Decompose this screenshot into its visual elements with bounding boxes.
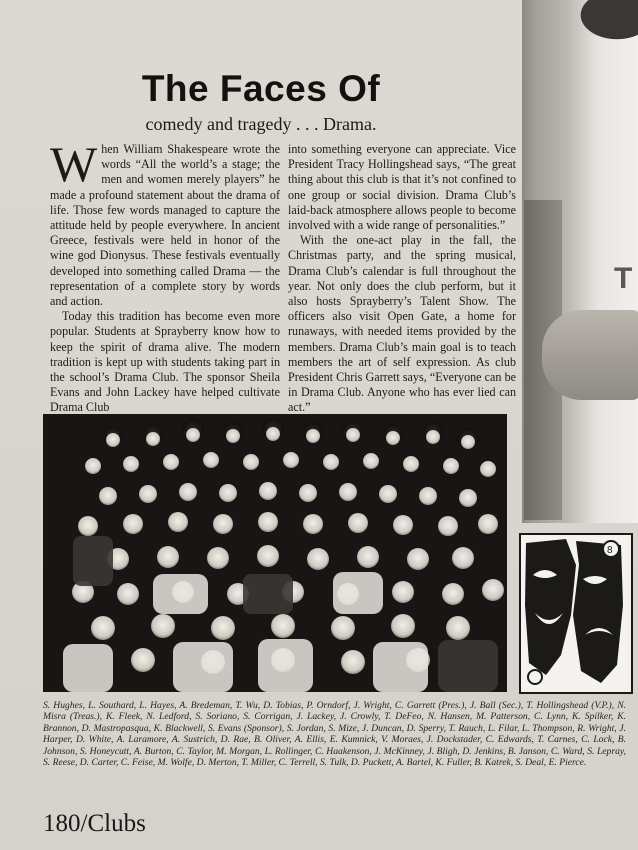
cropped-photo-right	[522, 0, 638, 523]
article-paragraph-1-text: hen William Shakespeare wrote the words “All the world’s a stage; the men and women merely players” he made a profound statement about the drama of life. Those few words managed to capture the attitude held by people everywhere. In ancient Greece, festivals were held in honor of the wine god Dionysus. These festivals eventually developed into something called Drama — the representation of a complete story by words and action.	[50, 142, 280, 309]
article-paragraph-4: With the one-act play in the fall, the Christmas party, and the spring musical, Drama Club’s calendar is full throughout the year. Not only does the club perform, but it also hosts Sprayberry’s Talent Show. The officers also visit Open Gate, a home for runaways, with needed items provided by the members. Drama Club’s main goal is to teach members the art of self expression. As club President Chris Garrett says, “Everyone can be in Drama Club. Anyone who has ever lied can act.”	[288, 233, 516, 415]
photo-shirt-letter: T	[614, 262, 633, 295]
photo-caption: S. Hughes, L. Southard, L. Hayes, A. Bredeman, T. Wu, D. Tobias, P. Orndorf, J. Wright, C. Garrett (Pres.), J. Ball (Sec.), T. Hollingshead (V.P.), N. Misra (Treas.), K. Fleek, N. Ledford, S. Soriano, S. Corrigan, J. Lackey, J. Crowly, T. DeFeo, N. Hansen, M. Patterson, C. Lynn, K. Spilker, K. Brannon, D. Mastropasqua, K. Blackwell, S. Evans (Sponsor), S. Jordan, S. Mize, J. Duncan, D. Sperry, T. Rauch, L. Filar, L. Thompson, R. Wright, J. Harper, D. White, A. Laramore, A. Sustrich, D. Rae, B. Oliver, A. Ellis, E. Kumnick, V. Moraes, J. Dockstader, C. Edwards, T. Carnes, C. Lock, B. Johnson, S. Honeycutt, A. Burton, C. Taylor, M. Morgan, L. Rollinger, C. Haakenson, J. McKinney, J. Bligh, D. Jenkins, B. Janson, C. Ward, S. Lepray, S. Reese, D. Carter, C. Feise, M. Wolfe, D. Merton, T. Miller, C. Terrell, S. Tulk, D. Puckett, A. Bartel, K. Fuller, B. Katrek, S. Deal, E. Pierce.	[43, 700, 626, 769]
article-column-right	[288, 142, 516, 416]
article-paragraph-1	[50, 136, 280, 309]
group-photo-image	[43, 414, 507, 692]
svg-text:8: 8	[607, 545, 613, 556]
photo-arm	[542, 310, 638, 400]
masks-drawing	[521, 535, 627, 688]
group-photo	[43, 414, 507, 692]
drop-cap: W	[50, 136, 98, 192]
comedy-tragedy-masks-illustration	[519, 533, 633, 694]
article-paragraph-3: into something everyone can appreciate. Vice President Tracy Hollingshead says, “The great thing about this club is that it’s not confined to one group or social division. Drama Club’s laid-back atmosphere allows people to become involved with a wide range of personalities.”	[288, 142, 516, 233]
article-paragraph-2: Today this tradition has become even more popular. Students at Sprayberry know how to keep the spirit of drama alive. The modern tradition is kept up with students taking part in the school’s Drama Club. The sponsor Sheila Evans and John Lackey have helped cultivate Drama Club	[50, 309, 280, 415]
article-column-left	[50, 136, 280, 416]
page-folio: 180/Clubs	[43, 810, 146, 837]
page-headline: The Faces Of	[141, 68, 381, 109]
page-subhead: comedy and tragedy . . . Drama.	[145, 114, 377, 134]
